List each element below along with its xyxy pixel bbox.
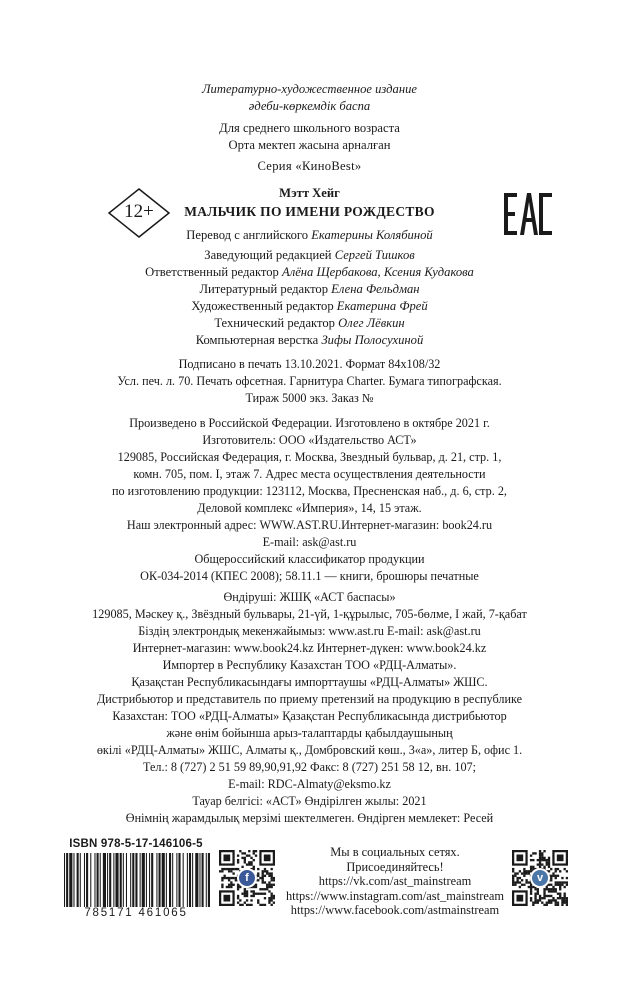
barcode-digits: 785171 461065 xyxy=(84,907,188,919)
kz-imprint-line: Дистрибьютор и представитель по приему претензий на продукцию в республике xyxy=(96,692,523,706)
translation-line xyxy=(0,228,619,243)
credit-line: Художественный редактор Екатерина Фрей xyxy=(191,299,428,313)
imprint-line: Произведено в Российской Федерации. Изготовлено в октябре 2021 г. xyxy=(129,416,490,430)
credit-line: Технический редактор Олег Лёвкин xyxy=(214,316,405,330)
isbn-text: ISBN 978-5-17-146106-5 xyxy=(69,838,203,850)
kz-imprint-line: Қазақстан Республикасындағы импорттаушы «РДЦ-Алматы» ЖШС. xyxy=(131,675,488,689)
facebook-link[interactable]: https://www.facebook.com/astmainstream xyxy=(290,903,500,917)
kz-imprint-line: Импортер в Республику Казахстан ТОО «РДЦ-Алматы». xyxy=(162,658,457,672)
imprint-line: Изготовитель: ООО «Издательство АСТ» xyxy=(202,433,417,447)
translation-prefix: Перевод с английского xyxy=(186,228,309,242)
social-heading: Мы в социальных сетях. xyxy=(330,845,460,859)
print-info-line: Тираж 5000 экз. Заказ № xyxy=(245,391,374,405)
qr-code-vk[interactable] xyxy=(219,850,275,906)
imprint-line: комн. 705, пом. I, этаж 7. Адрес места осуществления деятельности xyxy=(133,467,486,481)
isbn-barcode xyxy=(62,838,210,922)
barcode-icon xyxy=(62,853,210,907)
kz-imprint-line: Өнімнің жарамдылық мерзімі шектелмеген. Өндірген мемлекет: Ресей xyxy=(125,811,494,825)
age-ru: Для среднего школьного возраста xyxy=(219,121,400,135)
genre-ru: Литературно-художественное издание xyxy=(202,82,417,96)
imprint-line: ОК-034-2014 (КПЕС 2008); 58.11.1 — книги, брошюры печатные xyxy=(140,569,479,583)
genre-kz: әдеби-көркемдік баспа xyxy=(248,99,371,113)
kz-imprint-line: E-mail: RDC-Almaty@eksmo.kz xyxy=(228,777,391,791)
series: Серия «КиноBest» xyxy=(257,159,362,173)
print-info-line: Усл. печ. л. 70. Печать офсетная. Гарнитура Charter. Бумага типографская. xyxy=(117,374,502,388)
kz-imprint-line: Тел.: 8 (727) 2 51 59 89,90,91,92 Факс: 8 (727) 251 58 12, вн. 107; xyxy=(142,760,477,774)
vk-link[interactable]: https://vk.com/ast_mainstream xyxy=(318,874,472,888)
author: Мэтт Хейг xyxy=(279,186,340,200)
credit-line: Заведующий редакцией Сергей Тишков xyxy=(204,248,415,262)
kz-imprint-line: Тауар белгісі: «АСТ» Өндірілген жылы: 2021 xyxy=(192,794,427,808)
imprint-line: Общероссийский классификатор продукции xyxy=(194,552,425,566)
kz-imprint-line: өкілі «РДЦ-Алматы» ЖШС, Алматы қ., Домбровский көш., 3«а», литер Б, офис 1. xyxy=(96,743,523,757)
translator: Екатерины Колябиной xyxy=(311,228,433,242)
imprint-line: Деловой комплекс «Империя», 14, 15 этаж. xyxy=(197,501,422,515)
imprint-line: Наш электронный адрес: WWW.AST.RU.Интернет-магазин: book24.ru xyxy=(126,518,493,532)
print-info-line: Подписано в печать 13.10.2021. Формат 84x108/32 xyxy=(178,357,441,371)
book-title: МАЛЬЧИК ПО ИМЕНИ РОЖДЕСТВО xyxy=(184,204,435,219)
social-subheading: Присоединяйтесь! xyxy=(346,859,444,874)
kz-imprint-line: Біздің электрондық мекенжайымыз: www.ast.ru E-mail: ask@ast.ru xyxy=(138,624,481,638)
social-links xyxy=(285,845,505,918)
kz-imprint-line: Интернет-магазин: www.book24.kz Интернет-дүкен: www.book24.kz xyxy=(132,641,487,655)
kz-imprint-line: Казахстан: ТОО «РДЦ-Алматы» Қазақстан Республикасында дистрибьютор xyxy=(112,709,507,723)
age-kz: Орта мектеп жасына арналған xyxy=(228,138,391,152)
vk-icon: v xyxy=(532,870,548,886)
instagram-link[interactable]: https://www.instagram.com/ast_mainstream xyxy=(285,888,505,903)
imprint-line: E-mail: ask@ast.ru xyxy=(262,535,357,549)
facebook-icon: f xyxy=(239,870,255,886)
credit-line: Компьютерная верстка Зифы Полосухиной xyxy=(195,333,424,347)
qr-code-instagram[interactable] xyxy=(512,850,568,906)
kz-imprint-line: 129085, Мәскеу қ., Звёздный бульвары, 21-үй, 1-құрылыс, 705-бөлме, I жай, 7-қабат xyxy=(92,607,527,621)
credit-line: Ответственный редактор Алёна Щербакова, Ксения Кудакова xyxy=(145,265,474,279)
imprint-line: по изготовлению продукции: 123112, Москва, Пресненская наб., д. 6, стр. 2, xyxy=(112,484,507,498)
imprint-line: 129085, Российская Федерация, г. Москва, Звездный бульвар, д. 21, стр. 1, xyxy=(117,450,502,464)
age-rating-text: 12+ xyxy=(124,201,154,222)
credit-line: Литературный редактор Елена Фельдман xyxy=(199,282,420,296)
kz-imprint-line: Өндіруші: ЖШҚ «АСТ баспасы» xyxy=(223,590,396,604)
kz-imprint-line: және өнім бойынша арыз-талаптарды қабылдаушының xyxy=(166,726,453,740)
